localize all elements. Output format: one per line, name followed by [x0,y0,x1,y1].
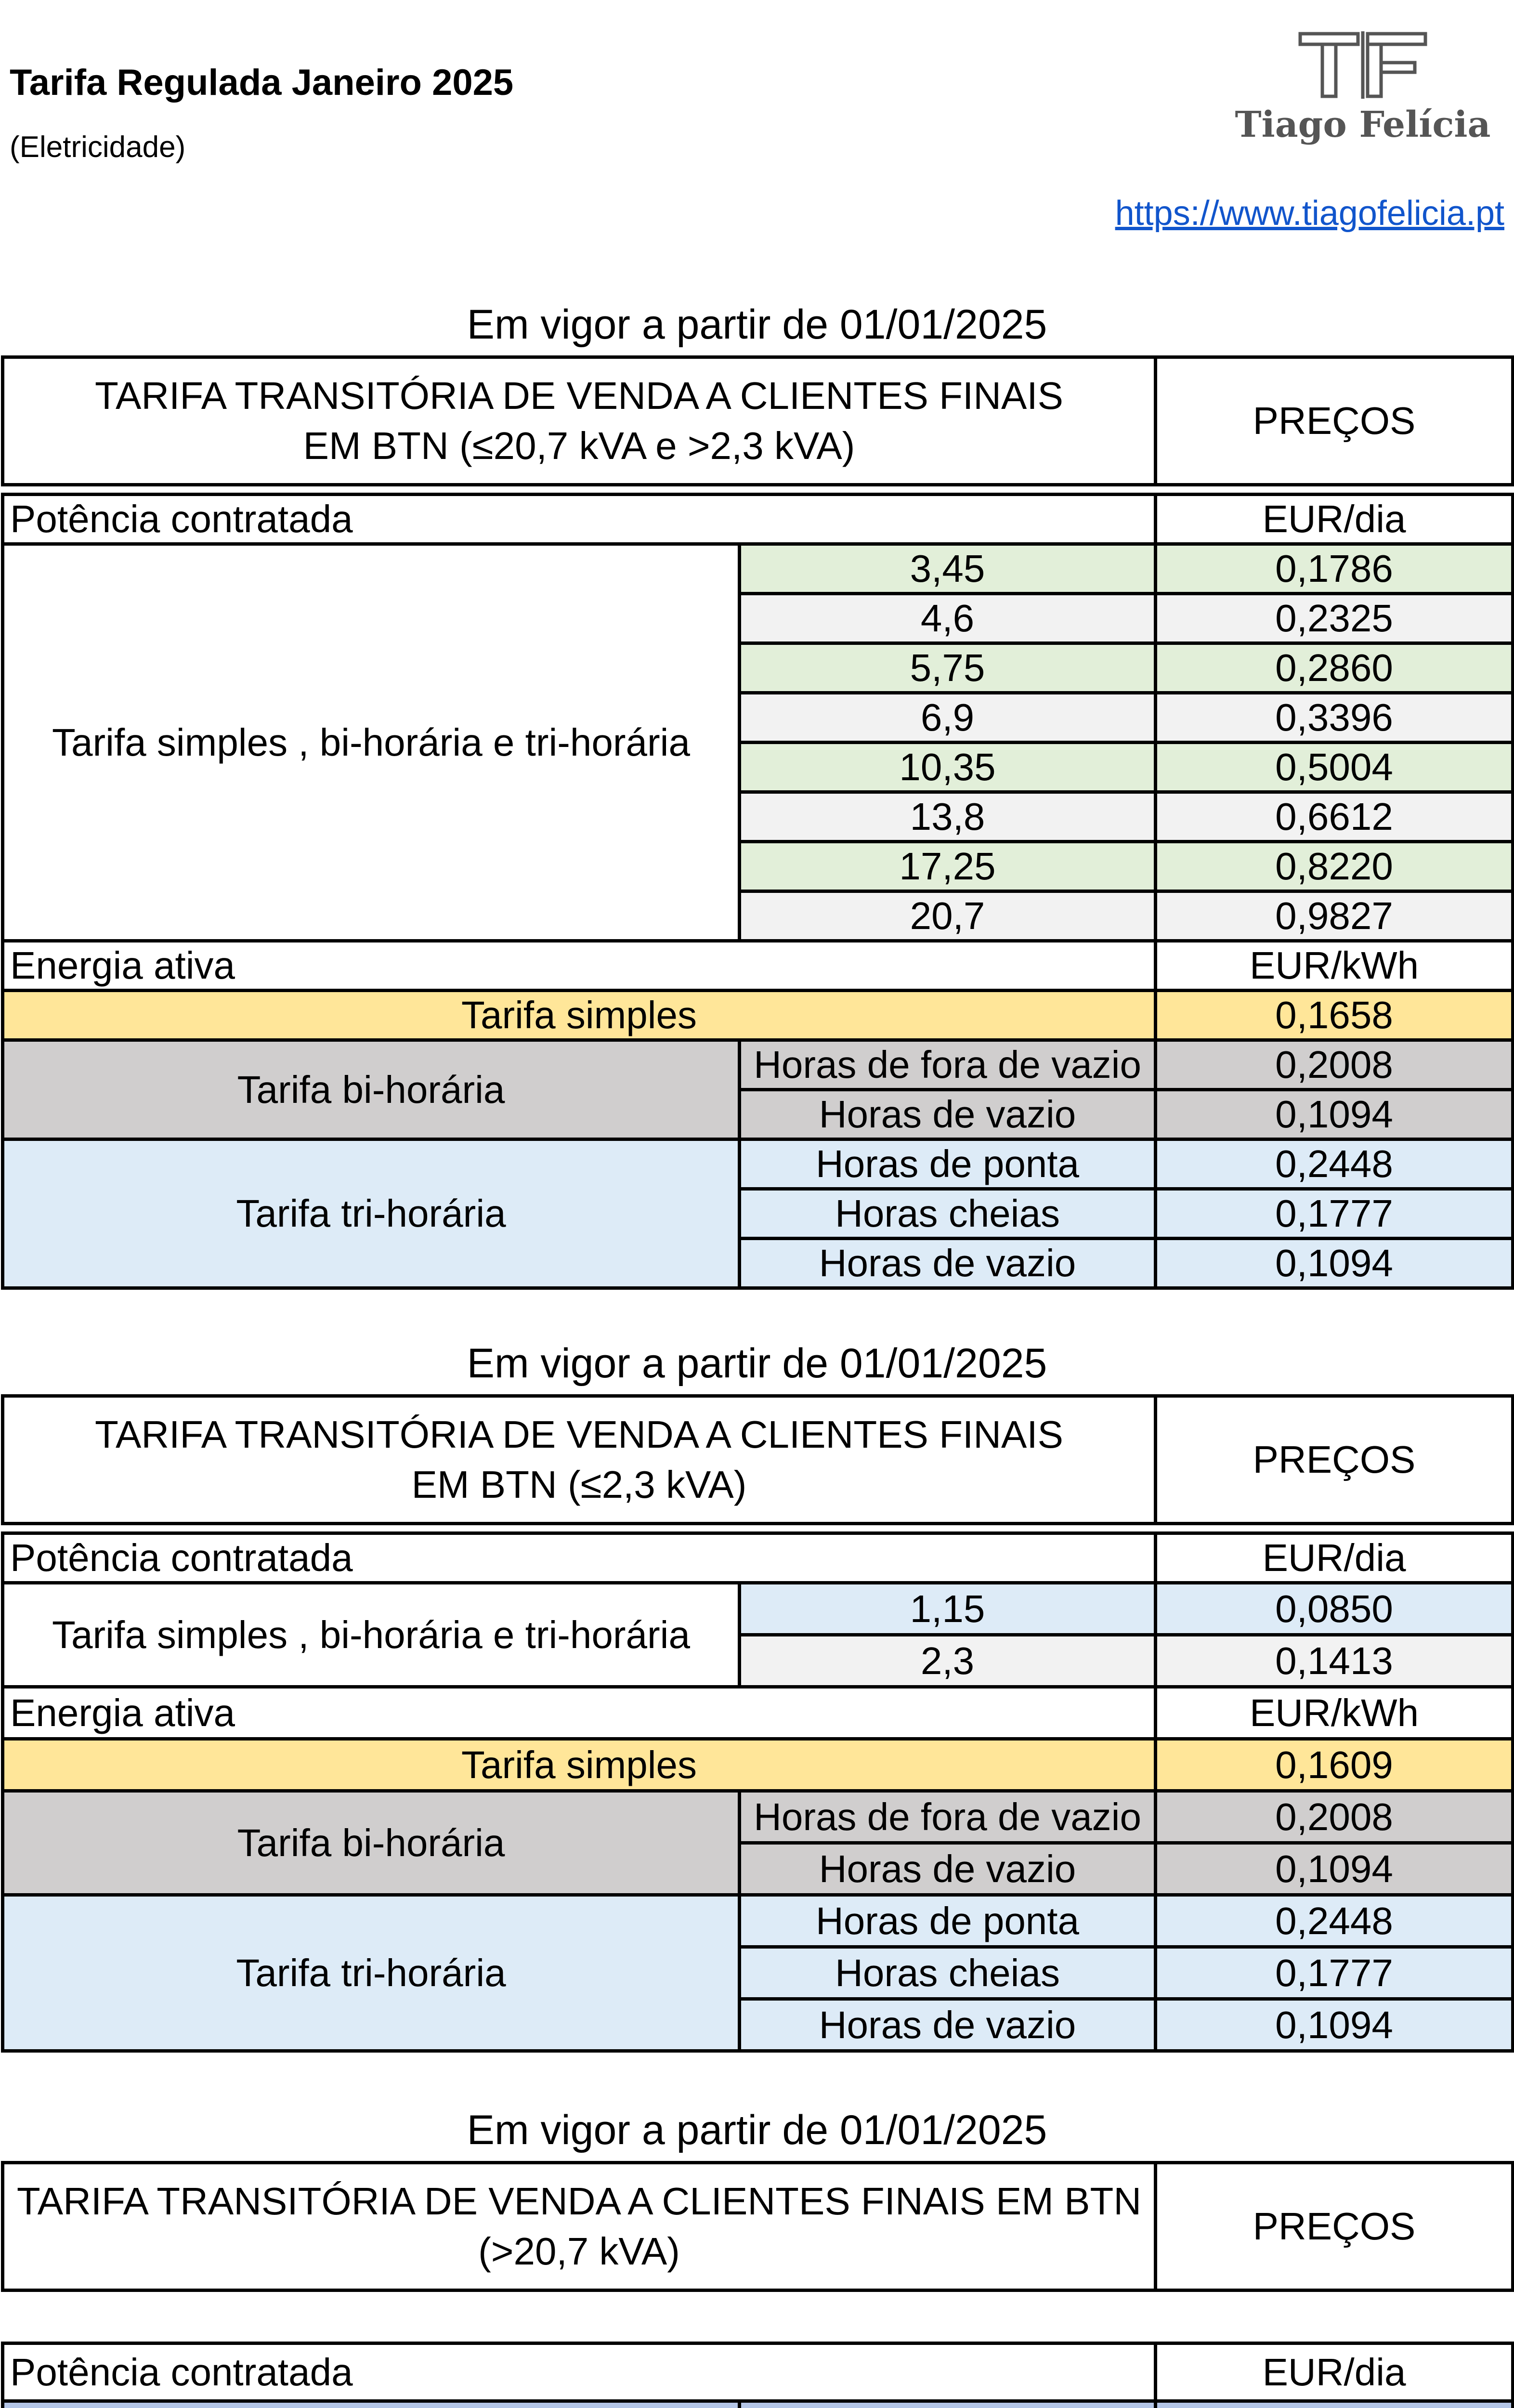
power-price: 0,8220 [1156,842,1513,891]
section2-table [1,1531,1514,2053]
power-price: 0,1413 [1156,1635,1513,1687]
tri-tariff-label: Tarifa tri-horária [3,1139,740,1288]
power-kva: 2,3 [740,1635,1156,1687]
tri-period: Horas de vazio [740,1239,1156,1288]
power-kva: 4,6 [740,594,1156,643]
bi-period: Horas de vazio [740,1090,1156,1139]
section3-title-table [1,2161,1514,2292]
section3-table [1,2342,1514,2408]
power-group-label: Tarifa simples , bi-horária e tri-horária [3,544,740,941]
section1-title: TARIFA TRANSITÓRIA DE VENDA A CLIENTES FINAIS EM BTN (≤20,7 kVA e >2,3 kVA) [3,357,1156,485]
tri-price: 0,1094 [1156,1239,1513,1288]
tri-price: 0,1094 [1156,1999,1513,2051]
energy-label: Energia ativa [3,1687,1156,1739]
tri-period: Horas de ponta [740,1139,1156,1189]
power-kva: 1,15 [740,1583,1156,1635]
power-group-label [3,2401,740,2408]
section3-power-label: Potência contratada [3,2343,1156,2401]
tri-period: Horas de vazio [740,1999,1156,2051]
tri-tariff-label: Tarifa tri-horária [3,1895,740,2051]
tri-price: 0,2448 [1156,1895,1513,1947]
bi-price: 0,2008 [1156,1040,1513,1090]
power-row [3,1583,1513,1635]
bi-price: 0,1094 [1156,1843,1513,1895]
page-subtitle: (Eletricidade) [10,131,186,164]
tri-price: 0,1777 [1156,1189,1513,1239]
section3-title: TARIFA TRANSITÓRIA DE VENDA A CLIENTES FINAIS EM BTN (>20,7 kVA) [3,2163,1156,2290]
section2-caption: Em vigor a partir de 01/01/2025 [467,1340,1047,1387]
energy-unit: EUR/kWh [1156,1687,1513,1739]
power-kva: 17,25 [740,842,1156,891]
website-link[interactable]: https://www.tiagofelicia.pt [1115,194,1504,233]
power-price [1156,2401,1513,2408]
tri-price: 0,2448 [1156,1139,1513,1189]
section1-title-table [1,355,1514,486]
simple-tariff-label: Tarifa simples [3,1739,1156,1791]
logo-name: Tiago Felícia [1235,104,1491,145]
simple-tariff-label: Tarifa simples [3,991,1156,1040]
power-price: 0,3396 [1156,693,1513,743]
power-price: 0,6612 [1156,792,1513,842]
simple-tariff-price: 0,1609 [1156,1739,1513,1791]
power-price: 0,1786 [1156,544,1513,594]
section2-power-unit: EUR/dia [1156,1533,1513,1583]
section3-prices-label: PREÇOS [1156,2163,1513,2290]
power-row [3,544,1513,594]
bi-period: Horas de vazio [740,1843,1156,1895]
power-price: 0,5004 [1156,743,1513,792]
power-kva: 5,75 [740,643,1156,693]
simple-tariff-price: 0,1658 [1156,991,1513,1040]
power-kva: 10,35 [740,743,1156,792]
section1-power-label: Potência contratada [3,495,1156,544]
bi-period: Horas de fora de vazio [740,1040,1156,1090]
section3-power-unit: EUR/dia [1156,2343,1513,2401]
section2-prices-label: PREÇOS [1156,1396,1513,1524]
bi-tariff-label: Tarifa bi-horária [3,1040,740,1139]
bi-price: 0,1094 [1156,1090,1513,1139]
bi-price: 0,2008 [1156,1791,1513,1843]
energy-unit: EUR/kWh [1156,941,1513,991]
power-kva: 3,45 [740,544,1156,594]
energy-label: Energia ativa [3,941,1156,991]
power-price: 0,2860 [1156,643,1513,693]
power-kva: 20,7 [740,891,1156,941]
section3-caption: Em vigor a partir de 01/01/2025 [467,2107,1047,2153]
section2-title-table [1,1394,1514,1525]
tri-period: Horas cheias [740,1189,1156,1239]
tri-period: Horas de ponta [740,1895,1156,1947]
power-kva: 13,8 [740,792,1156,842]
section2-power-label: Potência contratada [3,1533,1156,1583]
power-group-label: Tarifa simples , bi-horária e tri-horária [3,1583,740,1687]
section1-power-unit: EUR/dia [1156,495,1513,544]
bi-period: Horas de fora de vazio [740,1791,1156,1843]
tri-period: Horas cheias [740,1947,1156,1999]
logo-mark-icon [1291,29,1435,101]
power-kva: 6,9 [740,693,1156,743]
logo [1233,29,1493,159]
power-kva [740,2401,1156,2408]
page-title: Tarifa Regulada Janeiro 2025 [10,62,514,103]
section2-title: TARIFA TRANSITÓRIA DE VENDA A CLIENTES FINAIS EM BTN (≤2,3 kVA) [3,1396,1156,1524]
section1-prices-label: PREÇOS [1156,357,1513,485]
section1-caption: Em vigor a partir de 01/01/2025 [467,301,1047,348]
tri-price: 0,1777 [1156,1947,1513,1999]
power-price: 0,0850 [1156,1583,1513,1635]
power-price: 0,2325 [1156,594,1513,643]
power-price: 0,9827 [1156,891,1513,941]
section1-table [1,493,1514,1290]
bi-tariff-label: Tarifa bi-horária [3,1791,740,1895]
